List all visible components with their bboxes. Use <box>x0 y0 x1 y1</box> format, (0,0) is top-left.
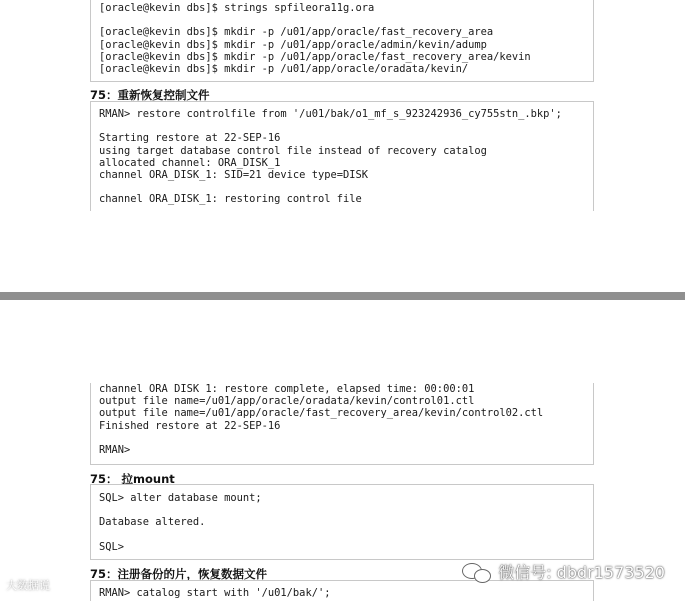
code-line: Finished restore at 22-SEP-16 <box>99 419 281 432</box>
code-line: RMAN> catalog start with '/u01/bak/'; <box>99 587 331 599</box>
code-line: RMAN> <box>99 443 131 456</box>
code-line: Starting restore at 22-SEP-16 <box>99 132 281 145</box>
code-line <box>99 120 585 132</box>
code-line: allocated channel: ORA_DISK_1 <box>99 156 281 169</box>
heading-catalog: 75：注册备份的片，恢复数据文件 <box>90 567 268 581</box>
code-line <box>99 432 585 444</box>
watermark-text: 微信号: dbdr1573520 <box>498 563 665 582</box>
code-line: [oracle@kevin dbs]$ mkdir -p /u01/app/oracle/fast_recovery_area/kevin <box>99 50 531 63</box>
code-line: [oracle@kevin dbs]$ mkdir -p /u01/app/oracle/fast_recovery_area <box>99 26 494 39</box>
heading-mount: 75： 拉mount <box>90 472 175 486</box>
code-line <box>99 181 585 193</box>
code-line: channel ORA_DISK_1: restoring control file <box>99 193 362 206</box>
heading-restore-controlfile: 75：重新恢复控制文件 <box>90 88 210 102</box>
wechat-icon <box>462 561 492 583</box>
code-line: [oracle@kevin dbs]$ strings spfileora11g.ora <box>99 2 375 14</box>
rman-catalog-box <box>90 580 594 601</box>
code-line: [oracle@kevin dbs]$ mkdir -p /u01/app/oracle/admin/kevin/adump <box>99 38 487 51</box>
wechat-watermark <box>462 560 665 583</box>
page-break <box>0 292 685 300</box>
code-line: Database altered. <box>99 516 206 529</box>
rman-restore-output-box <box>90 383 594 465</box>
code-line: SQL> <box>99 540 125 553</box>
code-line: RMAN> restore controlfile from '/u01/bak/o1_mf_s_923242936_cy755stn_.bkp'; <box>99 108 562 120</box>
code-line <box>99 529 585 541</box>
code-line: SQL> alter database mount; <box>99 492 262 504</box>
code-line: output file name=/u01/app/oracle/oradata/kevin/control01.ctl <box>99 395 475 408</box>
code-line: channel ORA_DISK_1: SID=21 device type=DISK <box>99 168 368 181</box>
rman-restore-box <box>90 101 594 211</box>
corner-logo: 大数据说 <box>6 579 50 592</box>
code-line: using target database control file instead of recovery catalog <box>99 144 487 157</box>
code-line: output file name=/u01/app/oracle/fast_recovery_area/kevin/control02.ctl <box>99 407 544 420</box>
code-line <box>99 504 585 516</box>
code-line: [oracle@kevin dbs]$ mkdir -p /u01/app/oracle/oradata/kevin/ <box>99 62 469 75</box>
code-line <box>99 14 585 26</box>
code-line: channel ORA DISK 1: restore complete, elapsed time: 00:00:01 <box>99 383 475 395</box>
shell-commands-box <box>90 0 594 82</box>
sql-mount-box <box>90 484 594 560</box>
